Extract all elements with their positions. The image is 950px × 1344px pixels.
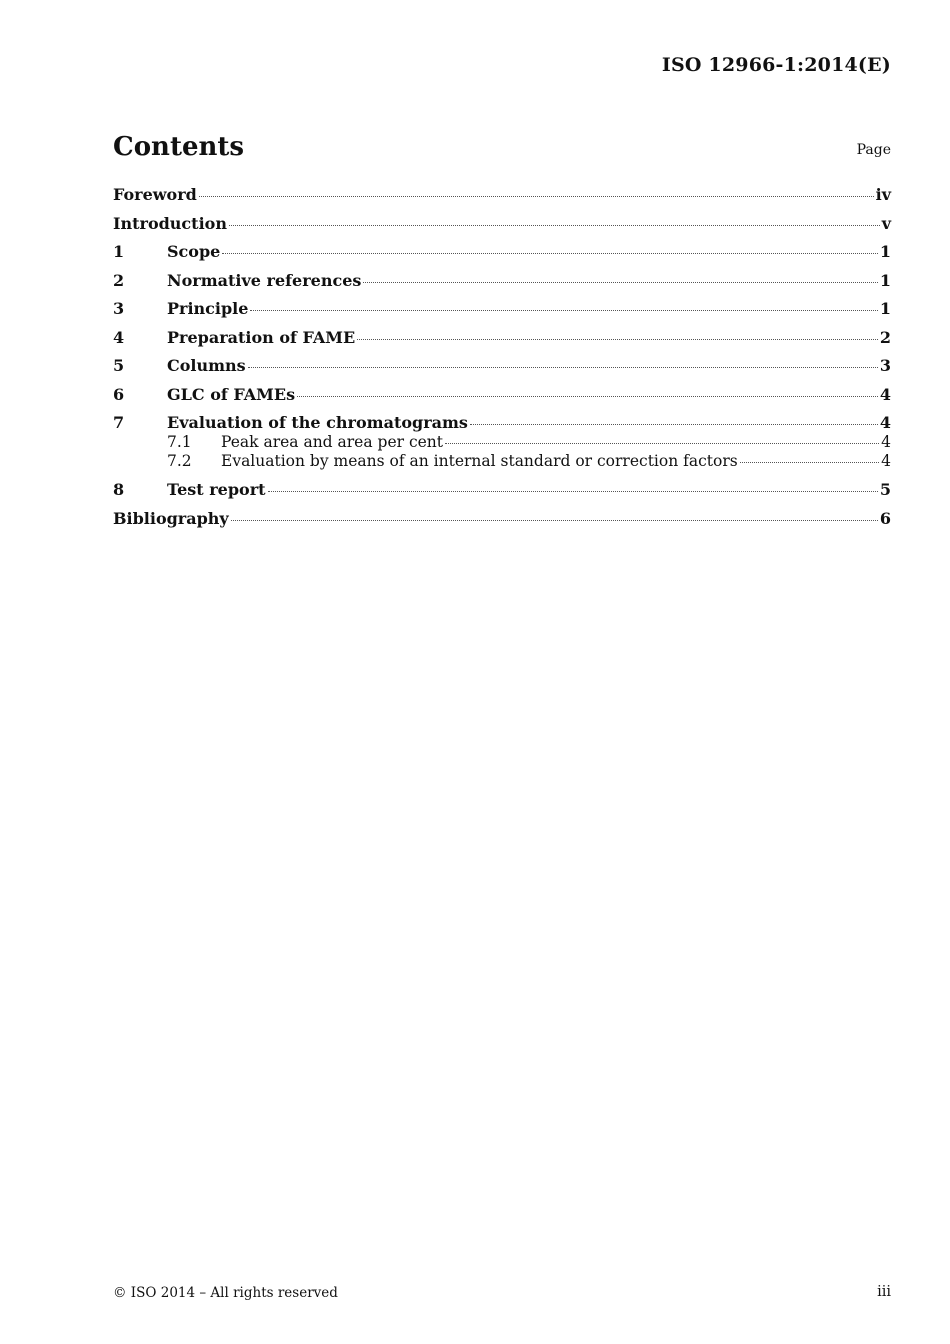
toc-entry-introduction[interactable] — [113, 214, 891, 243]
toc-entry-number: 8 — [113, 480, 125, 499]
toc-entry-glc-of-fames[interactable] — [113, 385, 891, 414]
toc-entry-page: 1 — [879, 299, 891, 318]
toc-entry-number: 7.1 — [167, 432, 192, 451]
toc-entry-title: Test report — [167, 480, 266, 499]
toc-entry-title: Peak area and area per cent — [221, 432, 444, 451]
toc-entry-evaluation-of-chromatograms[interactable] — [113, 413, 891, 433]
toc-leader-dots — [231, 520, 878, 521]
toc-entry-page: 4 — [879, 413, 891, 432]
toc-leader-dots — [297, 396, 878, 397]
toc-entry-title: Principle — [167, 299, 249, 318]
toc-entry-number: 7 — [113, 413, 125, 432]
toc-leader-dots — [445, 443, 879, 444]
toc-leader-dots — [229, 225, 880, 226]
toc-entry-title: Foreword — [113, 185, 197, 204]
toc-entry-test-report[interactable] — [113, 480, 891, 509]
toc-entry-scope[interactable] — [113, 242, 891, 271]
toc-entry-page: 2 — [879, 327, 891, 347]
toc-entry-number: 5 — [113, 356, 125, 375]
toc-entry-title: Evaluation by means of an internal standard or correction factors — [221, 452, 738, 470]
toc-entry-number: 7.2 — [167, 452, 192, 470]
toc-leader-dots — [363, 282, 877, 283]
toc-entry-title: GLC of FAMEs — [167, 384, 296, 404]
toc-entry-columns[interactable] — [113, 356, 891, 385]
page-number: iii — [877, 1284, 891, 1300]
toc-entry-title: Bibliography — [113, 508, 229, 528]
toc-entry-title: Scope — [167, 242, 221, 261]
toc-entry-number: 1 — [113, 242, 125, 261]
toc-entry-principle[interactable] — [113, 299, 891, 328]
toc-entry-number: 4 — [113, 327, 125, 347]
toc-entry-page: 4 — [881, 452, 891, 470]
toc-leader-dots — [470, 424, 878, 425]
toc-entry-page: v — [881, 213, 891, 233]
page-column-label: Page — [856, 142, 891, 158]
toc-entry-number: 6 — [113, 384, 125, 404]
toc-entry-page: 3 — [879, 356, 891, 375]
toc-leader-dots — [357, 339, 878, 340]
toc-entry-page: 4 — [879, 384, 891, 404]
toc-leader-dots — [248, 367, 878, 368]
contents-header — [113, 132, 891, 164]
toc-entry-page: 1 — [879, 242, 891, 261]
toc-entry-title: Introduction — [113, 213, 227, 233]
toc-leader-dots — [222, 253, 878, 254]
toc-entry-page: iv — [875, 185, 891, 204]
document-id: ISO 12966-1:2014(E) — [661, 54, 891, 76]
toc-entry-foreword[interactable] — [113, 185, 891, 214]
toc-subentry-internal-standard[interactable] — [113, 452, 891, 480]
toc-leader-dots — [268, 491, 878, 492]
copyright-notice: © ISO 2014 – All rights reserved — [113, 1285, 338, 1301]
toc-leader-dots — [250, 310, 877, 311]
contents-title: Contents — [113, 132, 245, 162]
toc-entry-title: Columns — [167, 356, 246, 375]
toc-entry-page: 5 — [879, 480, 891, 499]
toc-entry-title: Preparation of FAME — [167, 327, 356, 347]
toc-entry-normative-references[interactable] — [113, 271, 891, 300]
toc-leader-dots — [199, 196, 874, 197]
table-of-contents — [113, 185, 891, 537]
toc-entry-page: 1 — [879, 270, 891, 290]
toc-entry-bibliography[interactable] — [113, 509, 891, 538]
toc-entry-title: Evaluation of the chromatograms — [167, 413, 468, 432]
toc-entry-preparation-of-fame[interactable] — [113, 328, 891, 357]
toc-subentry-peak-area[interactable] — [113, 433, 891, 453]
toc-entry-title: Normative references — [167, 270, 362, 290]
toc-entry-page: 4 — [881, 432, 891, 451]
toc-entry-number: 3 — [113, 299, 125, 318]
toc-entry-number: 2 — [113, 270, 125, 290]
toc-entry-page: 6 — [879, 508, 891, 528]
toc-leader-dots — [740, 462, 879, 463]
